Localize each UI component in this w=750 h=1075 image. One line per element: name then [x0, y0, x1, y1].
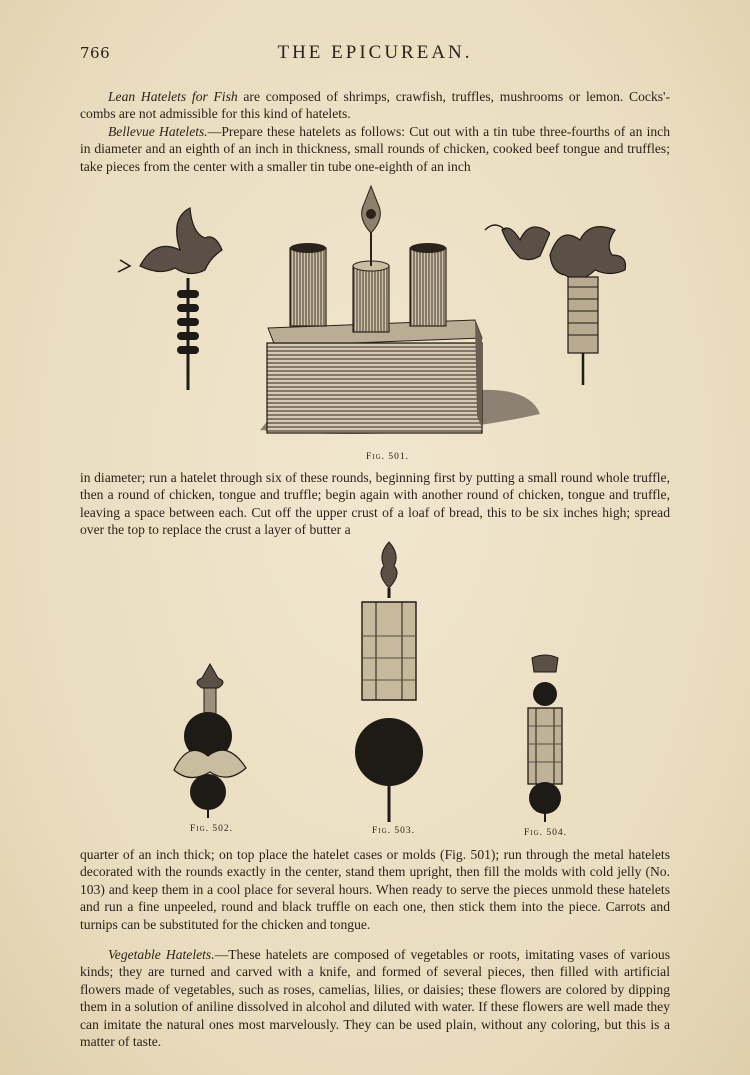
lean-hatelets-text: are composed of shrimps, crawfish, truffles, mushrooms or lemon. Cocks'-combs are not admissible for this kind of hatelets.	[80, 89, 671, 122]
caption-fig-504: Fig. 504.	[524, 828, 568, 838]
page-number: 766	[80, 44, 111, 62]
figure-504-illustration	[522, 652, 568, 822]
caption-fig-503: Fig. 503.	[372, 826, 416, 836]
paragraph-lean-hatelets	[80, 88, 670, 123]
paragraph-bellevue-hatelets	[80, 123, 670, 175]
paragraph-continued-2: quarter of an inch thick; on top place the hatelet cases or molds (Fig. 501); run through the metal hatelets decorated with the rounds exactly in the center, stand them upright, then fill the molds with cold jelly (No. 103) and keep them in a cool place for several hours. When ready to serve the pieces unmold these hatelets and run a fine unpeeled, round and black truffle on each one, then stick them into the piece. Carrots and turnips can be substituted for the chicken and tongue.	[80, 847, 670, 932]
vegetable-hatelets-heading: Vegetable Hatelets.	[108, 947, 215, 962]
figure-503-illustration	[350, 540, 428, 822]
figure-501-illustration	[110, 178, 550, 450]
hatelet-molds	[290, 186, 446, 332]
page-header	[80, 42, 670, 66]
running-title: THE EPICUREAN.	[277, 42, 473, 63]
figure-502-illustration	[168, 660, 252, 818]
caption-fig-502: Fig. 502.	[190, 824, 234, 834]
bellevue-hatelets-heading: Bellevue Hatelets.	[108, 124, 208, 139]
caption-fig-501: Fig. 501.	[366, 452, 410, 462]
vegetable-hatelets-text: —These hatelets are composed of vegetables or roots, imitating vases of various kinds; they are turned and carved with a knife, and formed of several pieces, then filled with artificial flowers made of vegetables, such as roses, camelias, lilies, or daisies; these flowers are colored by dipping them in a solution of aniline dissolved in alcohol and diluted with water. If these flowers are well made they can imitate the natural ones most marvelously. They can be used plain, without any coloring, but this is a matter of taste.	[80, 947, 670, 1050]
lean-hatelets-heading: Lean Hatelets for Fish	[108, 89, 238, 104]
bread-block	[267, 320, 482, 433]
bellevue-hatelets-text: —Prepare these hatelets as follows: Cut out with a tin tube three-fourths of an inch in diameter and an eighth of an inch in thickness, small rounds of chicken, cooked beef tongue and truffles; take pieces from the center with a smaller tin tube one-eighth of an inch	[80, 124, 670, 174]
dragon-hatelet-left	[118, 208, 222, 390]
figure-501-right-hatelet	[540, 215, 635, 390]
paragraph-continued-1: in diameter; run a hatelet through six of these rounds, beginning first by putting a small round whole truffle, then a round of chicken, tongue and truffle; begin again with another round of chicken, tongue and truffle, leaving a space between each. Cut off the upper crust of a loaf of bread, this to be six inches high; spread over the top to replace the crust a layer of butter a	[80, 470, 670, 538]
paragraph-vegetable-hatelets	[80, 946, 670, 1050]
